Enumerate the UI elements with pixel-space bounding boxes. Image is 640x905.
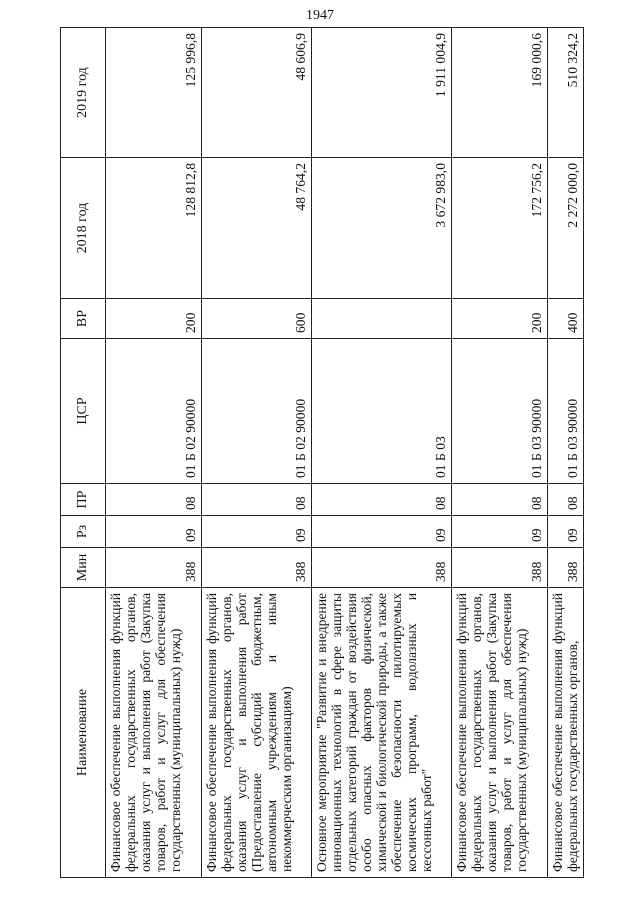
row-rz: 09 bbox=[452, 515, 548, 547]
row-2018: 172 756,2 bbox=[452, 157, 548, 298]
row-rz: 09 bbox=[202, 515, 312, 547]
header-rz: Рз bbox=[61, 515, 106, 547]
page-number: 1947 bbox=[306, 8, 334, 23]
row-pr: 08 bbox=[452, 483, 548, 515]
row-pr: 08 bbox=[202, 483, 312, 515]
row-name: Финансовое обеспечение выполнения функций федеральных государственных органов, оказания услуг и выполнения работ (Закупка товаров, работ и услуг для обеспечения государственных (муниципальных) нужд) bbox=[106, 587, 202, 877]
row-rz: 09 bbox=[312, 515, 452, 547]
budget-table bbox=[60, 27, 584, 878]
row-pr: 08 bbox=[106, 483, 202, 515]
table-row bbox=[106, 27, 202, 877]
row-csr: 01 Б 02 90000 bbox=[106, 338, 202, 483]
row-2018: 48 764,2 bbox=[202, 157, 312, 298]
row-vr bbox=[312, 298, 452, 338]
row-name: Основное мероприятие "Развитие и внедрение инновационных технологий в сфере защиты отдельных категорий граждан от воздействия особо опасных факторов физической, химической и биологической природы, а также обеспечение безопасности пилотируемых космических программ, водолазных и кессонных работ" bbox=[312, 587, 452, 877]
row-rz: 09 bbox=[106, 515, 202, 547]
row-2019: 1 911 004,9 bbox=[312, 27, 452, 157]
table-row bbox=[312, 27, 452, 877]
row-csr: 01 Б 03 90000 bbox=[452, 338, 548, 483]
row-name: Финансовое обеспечение выполнения функций федеральных государственных органов, bbox=[548, 587, 584, 877]
row-min: 388 bbox=[202, 547, 312, 587]
row-vr: 600 bbox=[202, 298, 312, 338]
row-name: Финансовое обеспечение выполнения функций федеральных государственных органов, оказания услуг и выполнения работ (Предоставление субсидий бюджетным, автономным учреждениям и иным некоммерческим организациям) bbox=[202, 587, 312, 877]
table-row bbox=[202, 27, 312, 877]
row-csr: 01 Б 03 90000 bbox=[548, 338, 584, 483]
header-min: Мин bbox=[61, 547, 106, 587]
row-pr: 08 bbox=[312, 483, 452, 515]
header-name: Наименование bbox=[61, 587, 106, 877]
row-min: 388 bbox=[548, 547, 584, 587]
row-name: Финансовое обеспечение выполнения функций федеральных государственных органов, оказания услуг и выполнения работ (Закупка товаров, работ и услуг для обеспечения государственных (муниципальных) нужд) bbox=[452, 587, 548, 877]
header-csr: ЦСР bbox=[61, 338, 106, 483]
row-2019: 510 324,2 bbox=[548, 27, 584, 157]
row-vr: 200 bbox=[452, 298, 548, 338]
row-vr: 400 bbox=[548, 298, 584, 338]
header-pr: ПР bbox=[61, 483, 106, 515]
row-min: 388 bbox=[106, 547, 202, 587]
row-csr: 01 Б 03 bbox=[312, 338, 452, 483]
row-vr: 200 bbox=[106, 298, 202, 338]
table-row bbox=[452, 27, 548, 877]
row-pr: 08 bbox=[548, 483, 584, 515]
row-min: 388 bbox=[312, 547, 452, 587]
table-row bbox=[548, 27, 584, 877]
row-rz: 09 bbox=[548, 515, 584, 547]
row-2019: 48 606,9 bbox=[202, 27, 312, 157]
header-vr: ВР bbox=[61, 298, 106, 338]
row-2018: 3 672 983,0 bbox=[312, 157, 452, 298]
row-2019: 125 996,8 bbox=[106, 27, 202, 157]
row-2018: 128 812,8 bbox=[106, 157, 202, 298]
row-min: 388 bbox=[452, 547, 548, 587]
header-2018: 2018 год bbox=[61, 157, 106, 298]
row-csr: 01 Б 02 90000 bbox=[202, 338, 312, 483]
table-header-row bbox=[61, 27, 106, 877]
rotated-page-content bbox=[60, 28, 580, 878]
row-2018: 2 272 000,0 bbox=[548, 157, 584, 298]
header-2019: 2019 год bbox=[61, 27, 106, 157]
row-2019: 169 000,6 bbox=[452, 27, 548, 157]
